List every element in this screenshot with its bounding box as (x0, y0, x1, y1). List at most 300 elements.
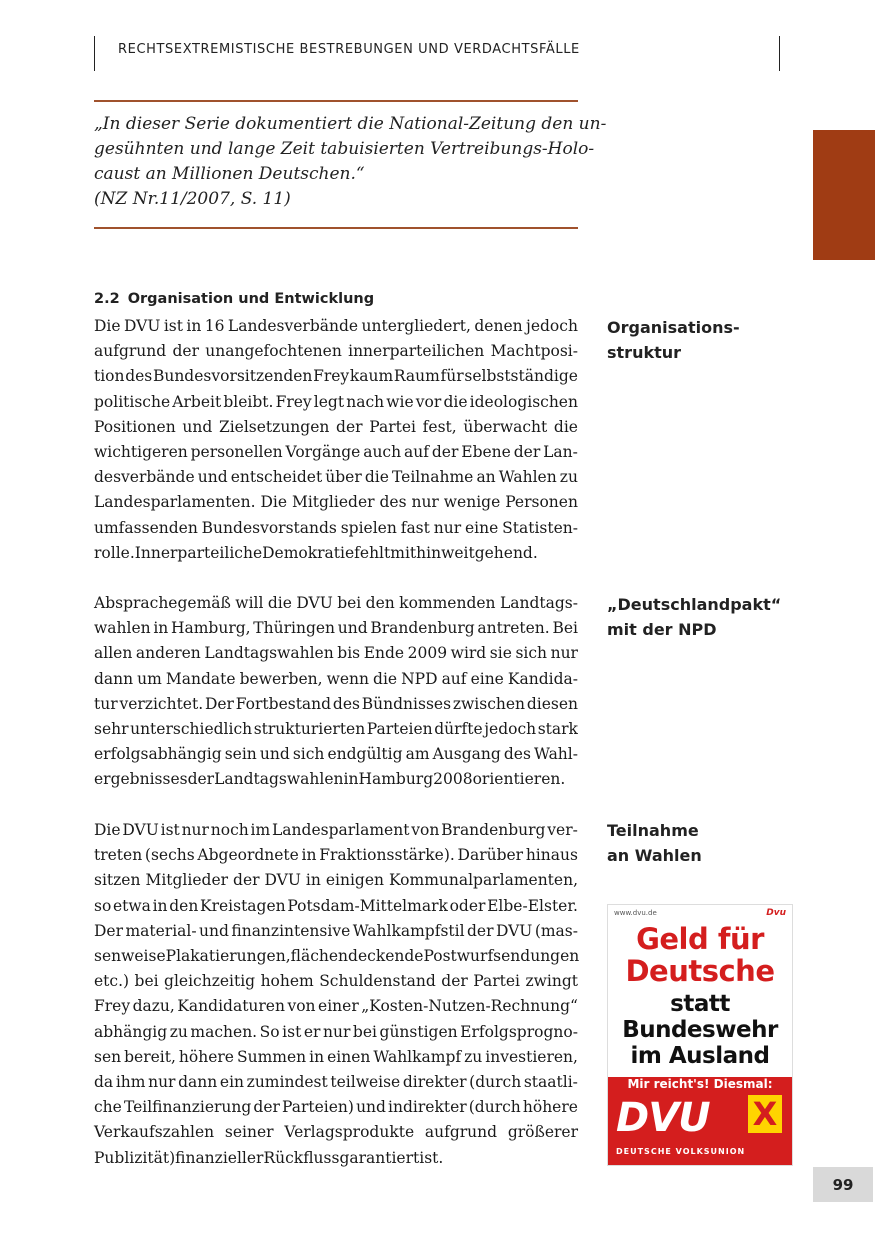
poster-band-text: Mir reicht's! Diesmal: (627, 1077, 773, 1091)
word: sen (94, 1047, 122, 1066)
text-line (94, 415, 578, 440)
word: aufgrund (424, 1123, 498, 1142)
word: Die (260, 493, 288, 512)
page-number: 99 (813, 1167, 873, 1202)
word: so (94, 896, 112, 915)
word: bis (337, 644, 361, 663)
word: einen (327, 1047, 371, 1066)
word: im (250, 821, 271, 839)
word: Vorgänge (285, 443, 361, 462)
word: am (405, 745, 430, 764)
word: oder (449, 896, 486, 915)
word: politische (94, 392, 171, 411)
word: vor (415, 392, 442, 411)
word: investieren, (485, 1047, 578, 1066)
word: um (137, 669, 162, 688)
word: garantiert (339, 1148, 420, 1167)
word: Kreistagen (200, 896, 286, 915)
word: dann (178, 1073, 218, 1092)
word: Mandate (165, 669, 236, 688)
word: Thüringen (253, 619, 336, 638)
word: bei (134, 972, 159, 991)
word: Plakatierungen, (165, 947, 291, 966)
word: von (287, 997, 316, 1016)
margin-note-teilnahme (607, 818, 702, 868)
word: Kommunalparlamenten, (389, 871, 578, 890)
word: von (411, 821, 440, 839)
word: Hamburg (358, 770, 434, 789)
word: bereit, (124, 1047, 176, 1066)
text-line (94, 339, 578, 364)
text-line (94, 440, 578, 465)
word: Die (94, 317, 121, 335)
text-line (94, 868, 578, 893)
word: und (199, 921, 229, 940)
word: über (325, 468, 362, 487)
word: Landesparlament (272, 821, 410, 839)
word: nur (181, 821, 209, 839)
margin-note-line: „Deutschlandpakt“ (607, 595, 782, 614)
word: finanzintensive (231, 921, 351, 940)
word: wenige (443, 493, 501, 512)
word: entscheidet (230, 468, 323, 487)
word: und (197, 468, 228, 487)
word: personellen (190, 443, 283, 462)
word: kommenden (399, 594, 496, 612)
text-line (94, 717, 578, 742)
word: indirekter (388, 1098, 467, 1117)
word: spielen (340, 518, 397, 537)
word: gleichzeitig (164, 972, 256, 991)
word: nur (148, 1073, 176, 1092)
margin-note-line: struktur (607, 343, 682, 362)
word: stark (537, 720, 578, 739)
word: kaum (349, 367, 394, 386)
quote-line: gesühnten und lange Zeit tabuisierten Vertreibungs-Holo- (94, 139, 595, 159)
word: Mitglieder (145, 871, 229, 890)
poster-headline-red: Geld für (636, 922, 764, 956)
text-line (94, 516, 578, 541)
word: sich (292, 745, 325, 764)
word: Innerparteiliche (134, 543, 263, 562)
word: des (503, 745, 531, 764)
word: umfassenden (94, 518, 198, 537)
word: die (443, 392, 468, 411)
word: Hamburg, (170, 619, 251, 638)
word: ist (282, 1022, 302, 1041)
word: günstigen (379, 1022, 458, 1041)
word: Landtagswahlen (214, 770, 344, 789)
word: ist (160, 821, 180, 839)
word: Die (94, 821, 121, 839)
word: dann (94, 669, 134, 688)
word: ideologischen (469, 392, 578, 411)
ballot-cross-icon: X (748, 1095, 782, 1133)
word: Demokratie (262, 543, 355, 562)
word: direkter (402, 1073, 467, 1092)
word: in (309, 1047, 325, 1066)
word: DVU (264, 871, 301, 890)
word: Rückfluss (263, 1148, 340, 1167)
word: sitzen (94, 871, 141, 890)
word: innerparteilichen (348, 342, 485, 361)
text-line (94, 969, 578, 994)
text-line (94, 490, 578, 515)
margin-note-line: Organisations- (607, 318, 740, 337)
word: ver- (547, 821, 578, 839)
word: Parteien (366, 720, 433, 739)
word: zwischen (452, 694, 526, 713)
word: Teilfinanzierung (123, 1098, 252, 1117)
word: wichtigeren (94, 443, 188, 462)
word: auch (363, 443, 402, 462)
word: (mas- (534, 921, 578, 940)
word: diesen (526, 694, 578, 713)
paragraph-wahlen (94, 818, 578, 1171)
word: ist. (419, 1148, 444, 1167)
word: mithin (390, 543, 442, 562)
header-bar-right (779, 36, 780, 71)
word: Parteien) (282, 1098, 354, 1117)
word: material- (125, 921, 197, 940)
word: unterschiedlich (130, 720, 253, 739)
word: höhere (522, 1098, 578, 1117)
word: So (259, 1022, 280, 1041)
word: seiner (224, 1123, 274, 1142)
word: bleibt. (223, 392, 274, 411)
word: Abgeordnete (197, 846, 299, 865)
word: 2008 (433, 770, 473, 789)
word: aufgrund (94, 342, 167, 361)
word: Raum (393, 367, 440, 386)
word: (sechs (144, 846, 195, 865)
word: Verkaufszahlen (94, 1123, 215, 1142)
word: DVU (122, 821, 159, 839)
word: der (233, 871, 260, 890)
text-line (94, 692, 578, 717)
running-head: RECHTSEXTREMISTISCHE BESTREBUNGEN UND VERDACHTSFÄLLE (118, 42, 580, 57)
word: tion (94, 367, 125, 386)
word: abhängig (94, 1022, 168, 1041)
word: Teilnahme (392, 468, 474, 487)
word: Kandidaturen (177, 997, 285, 1016)
word: den (169, 896, 199, 915)
word: NPD (401, 669, 438, 688)
word: denen (474, 317, 523, 335)
word: Lan- (543, 443, 578, 462)
word: wenn (326, 669, 369, 688)
text-line (94, 1120, 578, 1145)
header-bar-left (94, 36, 95, 71)
section-title: Organisation und Entwicklung (127, 291, 375, 307)
word: Wahlen (498, 468, 557, 487)
word: Fraktionsstärke). (319, 846, 455, 865)
word: ein (219, 1073, 245, 1092)
word: machen. (190, 1022, 258, 1041)
word: weitgehend. (441, 543, 538, 562)
word: zumindest (246, 1073, 328, 1092)
word: DVU (123, 317, 161, 335)
word: Postwurfsendungen (423, 947, 580, 966)
word: dazu, (132, 997, 175, 1016)
text-line (94, 616, 578, 641)
word: verzichtet. (119, 694, 204, 713)
word: Wahlkampf (373, 1047, 462, 1066)
word: auf (403, 443, 429, 462)
word: die (267, 594, 292, 612)
word: staatli- (523, 1073, 578, 1092)
word: nach (346, 392, 385, 411)
word: Frey (275, 392, 312, 411)
word: DVU (495, 921, 533, 940)
word: nur (550, 644, 578, 663)
word: und (259, 745, 290, 764)
word: untergliedert, (361, 317, 471, 335)
word: Wahlkampfstil (352, 921, 465, 940)
text-line (94, 919, 578, 944)
word: nur (322, 1022, 351, 1041)
word: Der (94, 921, 124, 940)
dvu-election-poster (607, 904, 793, 1166)
word: senweise (94, 947, 166, 966)
word: Kandida- (507, 669, 578, 688)
word: Bündnisses (361, 694, 452, 713)
margin-note-organisationsstruktur (607, 315, 740, 365)
word: (durch (469, 1073, 522, 1092)
word: Wahl- (533, 745, 578, 764)
word: sein (224, 745, 257, 764)
word: Ausgang (432, 745, 501, 764)
dvu-logo: DVU (616, 1095, 710, 1141)
margin-note-line: an Wahlen (607, 846, 702, 865)
word: Partei (473, 972, 520, 991)
text-line (94, 1020, 578, 1045)
word: fast (400, 518, 430, 537)
word: zu (559, 468, 578, 487)
word: allen (94, 644, 133, 663)
word: der (187, 770, 215, 789)
word: die (553, 417, 578, 436)
poster-headline-black: Bundeswehr (622, 1017, 778, 1043)
word: höhere (178, 1047, 234, 1066)
word: Landesparlamenten. (94, 493, 256, 512)
quote-rule-top (94, 100, 578, 102)
word: etwa (112, 896, 151, 915)
word: zwingt (525, 972, 578, 991)
word: Personen (505, 493, 578, 512)
word: Potsdam-Mittelmark (287, 896, 448, 915)
text-line (94, 994, 578, 1019)
text-line (94, 1045, 578, 1070)
word: einigen (325, 871, 385, 890)
word: wird (450, 644, 487, 663)
word: Machtposi- (490, 342, 578, 361)
word: Publizität) (94, 1148, 176, 1167)
word: wahlen (94, 619, 151, 638)
text-line (94, 314, 578, 339)
word: der (513, 443, 541, 462)
word: bei (337, 594, 362, 612)
word: sich (515, 644, 548, 663)
word: Darüber (457, 846, 524, 865)
word: Statisten- (502, 518, 578, 537)
word: wie (386, 392, 414, 411)
word: Bei (552, 619, 578, 638)
word: Frey (313, 367, 350, 386)
word: endgültig (327, 745, 403, 764)
text-line (94, 843, 578, 868)
word: in (305, 871, 321, 890)
word: Landtagswahlen (204, 644, 334, 663)
word: bei (352, 1022, 377, 1041)
word: tur (94, 694, 118, 713)
quote-line: caust an Millionen Deutschen.“ (94, 164, 365, 184)
word: des (332, 694, 360, 713)
text-line (94, 641, 578, 666)
word: Der (204, 694, 234, 713)
margin-note-deutschlandpakt (607, 592, 781, 642)
word: der (172, 342, 199, 361)
word: Bundesvorsitzenden (152, 367, 313, 386)
word: legt (313, 392, 345, 411)
section-heading (94, 291, 374, 307)
text-line (94, 894, 578, 919)
word: Landtags- (499, 594, 578, 612)
word: (durch (468, 1098, 521, 1117)
word: der (467, 921, 494, 940)
word: hinaus (525, 846, 578, 865)
word: fehlt (354, 543, 391, 562)
word: Verlagsprodukte (284, 1123, 415, 1142)
word: flächendeckende (290, 947, 424, 966)
section-number: 2.2 (94, 291, 120, 307)
word: selbstständige (464, 367, 578, 386)
word: in (343, 770, 359, 789)
text-line (94, 742, 578, 767)
word: orientieren. (472, 770, 566, 789)
quote-line: „In dieser Serie dokumentiert die National-Zeitung den un- (94, 114, 607, 134)
poster-headline-black: statt (670, 991, 730, 1017)
word: noch (210, 821, 249, 839)
margin-note-line: Teilnahme (607, 821, 699, 840)
word: rolle. (94, 543, 135, 562)
word: des (379, 493, 407, 512)
word: zu (169, 1022, 188, 1041)
word: der (253, 1098, 280, 1117)
word: etc.) (94, 972, 130, 991)
word: Elbe-Elster. (487, 896, 578, 915)
text-line (94, 1095, 578, 1120)
word: hohem (260, 972, 314, 991)
word: DVU (296, 594, 333, 612)
word: in (152, 896, 168, 915)
word: an (476, 468, 496, 487)
word: der (431, 443, 459, 462)
word: strukturierten (253, 720, 366, 739)
paragraph-deutschlandpakt (94, 591, 578, 793)
word: ist (163, 317, 183, 335)
poster-headline-red: Deutsche (625, 954, 775, 988)
quote-source: (NZ Nr.11/2007, S. 11) (94, 189, 291, 209)
word: bewerben, (239, 669, 323, 688)
margin-note-line: mit der NPD (607, 620, 717, 639)
poster-tag: Dvu (766, 908, 786, 918)
paragraph-organisation (94, 314, 578, 566)
word: des (125, 367, 153, 386)
word: fest, (422, 417, 457, 436)
word: da (94, 1073, 114, 1092)
word: 2009 (407, 644, 448, 663)
word: den (365, 594, 395, 612)
word: eine (464, 518, 499, 537)
word: der (441, 972, 468, 991)
word: jedoch (484, 720, 537, 739)
text-line (94, 390, 578, 415)
word: „Kosten-Nutzen-Rechnung“ (361, 997, 578, 1016)
word: eine (470, 669, 504, 688)
word: desverbände (94, 468, 195, 487)
quote-rule-bottom (94, 227, 578, 229)
poster-subline: DEUTSCHE VOLKSUNION (616, 1147, 746, 1156)
word: erfolgsabhängig (94, 745, 222, 764)
text-line (94, 767, 578, 792)
word: will (235, 594, 264, 612)
word: Bundesvorstands (201, 518, 337, 537)
word: che (94, 1098, 122, 1117)
word: Frey (94, 997, 131, 1016)
word: in (301, 846, 317, 865)
word: Schuldenstand (319, 972, 436, 991)
word: treten (94, 846, 143, 865)
word: Positionen (94, 417, 176, 436)
word: ergebnisses (94, 770, 188, 789)
word: anderen (135, 644, 201, 663)
text-line (94, 818, 578, 843)
word: sehr (94, 720, 129, 739)
word: teilweise (330, 1073, 401, 1092)
word: die (364, 468, 389, 487)
word: größerer (507, 1123, 578, 1142)
word: nur (433, 518, 462, 537)
word: dürfte (434, 720, 483, 739)
word: zu (464, 1047, 483, 1066)
word: Erfolgsprogno- (460, 1022, 578, 1041)
word: Mitglieder (291, 493, 375, 512)
word: überwacht (463, 417, 548, 436)
poster-headline-black: im Ausland (630, 1043, 770, 1069)
word: sie (489, 644, 512, 663)
text-line (94, 667, 578, 692)
word: auf (441, 669, 467, 688)
word: Landesverbände (227, 317, 359, 335)
word: Partei (369, 417, 416, 436)
word: unangefochtenen (205, 342, 342, 361)
text-line (94, 465, 578, 490)
text-line (94, 591, 578, 616)
text-line (94, 944, 578, 969)
word: Arbeit (172, 392, 222, 411)
word: nur (411, 493, 439, 512)
word: und (337, 619, 368, 638)
word: 16 (204, 317, 225, 335)
word: ihm (115, 1073, 146, 1092)
word: die (373, 669, 398, 688)
word: Ende (363, 644, 405, 663)
word: Ebene (461, 443, 511, 462)
word: Brandenburg (441, 821, 546, 839)
word: er (303, 1022, 321, 1041)
chapter-tab (813, 130, 875, 260)
